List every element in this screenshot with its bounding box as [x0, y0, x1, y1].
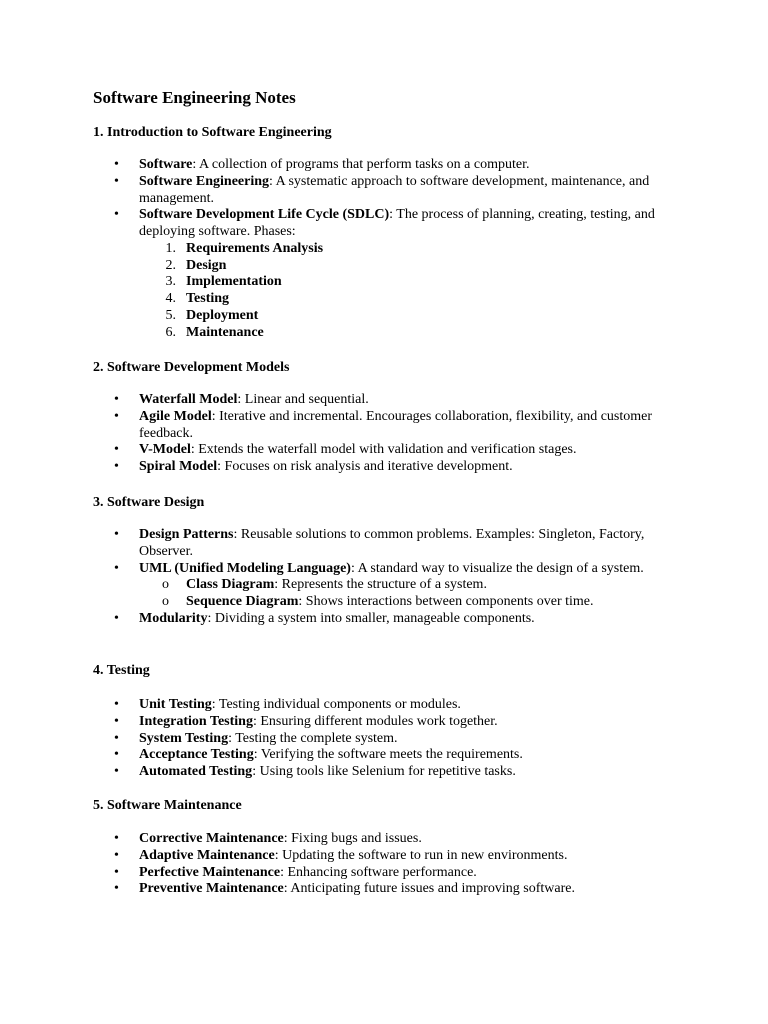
definition: : Using tools like Selenium for repetitive tasks.: [252, 764, 516, 779]
bullet-icon: •: [114, 713, 119, 729]
list-item: [0, 561, 768, 578]
phase-item: [0, 274, 768, 291]
term: Corrective Maintenance: [139, 831, 284, 846]
list-item: [0, 831, 768, 848]
term: Spiral Model: [139, 459, 218, 474]
definition: : Anticipating future issues and improving software.: [283, 881, 575, 897]
definition: : Represents the structure of a system.: [274, 577, 487, 593]
sub-bullet-icon: o: [162, 594, 169, 609]
term: Software Development Life Cycle (SDLC): [139, 207, 390, 223]
definition: : Enhancing software performance.: [280, 864, 477, 880]
definition: : Fixing bugs and issues.: [283, 831, 422, 846]
bullet-icon: •: [114, 207, 119, 223]
term: Class Diagram: [186, 577, 275, 593]
list-item: [0, 442, 768, 459]
phase-item: [0, 291, 768, 308]
list-item: [0, 848, 768, 865]
phase-label: Testing: [186, 291, 230, 306]
term: Modularity: [139, 610, 208, 626]
definition: : Iterative and incremental. Encourages collaboration, flexibility, and customer feedback.: [139, 408, 653, 441]
section-heading-testing: 4. Testing: [93, 663, 150, 678]
term: Waterfall Model: [139, 392, 238, 407]
phase-label: Deployment: [186, 307, 259, 323]
term: Acceptance Testing: [139, 747, 254, 763]
section-heading-introduction: 1. Introduction to Software Engineering: [93, 125, 332, 140]
list-item: [0, 764, 768, 781]
definition: : Verifying the software meets the requirements.: [253, 747, 523, 763]
phase-number: 3.: [165, 274, 176, 290]
sub-bullet-icon: o: [162, 577, 169, 593]
bullet-icon: •: [114, 847, 119, 863]
sub-list-item: [0, 594, 768, 611]
list-item: [0, 459, 768, 476]
list-item: [0, 865, 768, 882]
definition: : Extends the waterfall model with validation and verification stages.: [190, 442, 577, 458]
list-item: [0, 207, 768, 241]
phase-number: 2.: [165, 257, 176, 273]
bullet-icon: •: [114, 864, 119, 880]
section-list-maintenance: [0, 831, 768, 898]
phase-number: 5.: [165, 307, 176, 323]
phase-label: Implementation: [186, 274, 282, 290]
definition: : Dividing a system into smaller, manageable components.: [207, 610, 535, 626]
phase-number: 1.: [165, 240, 176, 256]
definition: : Updating the software to run in new environments.: [274, 847, 568, 863]
list-item: [0, 731, 768, 748]
phase-item: [0, 241, 768, 258]
term: Agile Model: [139, 408, 212, 424]
bullet-icon: •: [114, 442, 119, 458]
bullet-icon: •: [114, 730, 119, 746]
phase-label: Design: [186, 257, 227, 273]
bullet-icon: •: [114, 157, 119, 172]
list-item: [0, 747, 768, 764]
term: Perfective Maintenance: [139, 864, 281, 880]
term: Integration Testing: [139, 713, 253, 729]
term: Unit Testing: [139, 697, 212, 712]
list-item: [0, 527, 768, 561]
list-item: [0, 714, 768, 731]
bullet-icon: •: [114, 560, 119, 576]
list-item: [0, 174, 768, 208]
list-item: [0, 611, 768, 628]
page-title: Software Engineering Notes: [93, 88, 296, 107]
bullet-icon: •: [114, 392, 119, 407]
section-heading-models: 2. Software Development Models: [93, 360, 290, 375]
sub-list-item: [0, 577, 768, 594]
definition: : Testing the complete system.: [228, 730, 398, 746]
term: V-Model: [139, 442, 191, 458]
phase-number: 6.: [165, 324, 176, 340]
definition: : A collection of programs that perform tasks on a computer.: [192, 157, 530, 172]
bullet-icon: •: [114, 831, 119, 846]
section-list-introduction: [0, 157, 768, 341]
bullet-icon: •: [114, 697, 119, 712]
term: Adaptive Maintenance: [139, 847, 275, 863]
definition: : A systematic approach to software development, maintenance, and management.: [139, 173, 650, 206]
section-heading-design: 3. Software Design: [93, 495, 205, 510]
phase-item: [0, 308, 768, 325]
term: Automated Testing: [139, 764, 253, 779]
definition: : A standard way to visualize the design of a system.: [350, 560, 644, 576]
section-heading-maintenance: 5. Software Maintenance: [93, 798, 242, 813]
definition: : Testing individual components or modules.: [211, 697, 461, 712]
term: Preventive Maintenance: [139, 881, 284, 897]
section-list-models: [0, 392, 768, 476]
phase-item: [0, 258, 768, 275]
bullet-icon: •: [114, 764, 119, 779]
term: UML (Unified Modeling Language): [139, 560, 351, 576]
list-item: [0, 157, 768, 174]
definition: : Reusable solutions to common problems. Examples: Singleton, Factory, Observer.: [139, 527, 645, 559]
term: Sequence Diagram: [186, 594, 299, 609]
list-item: [0, 392, 768, 409]
phase-item: [0, 325, 768, 342]
list-item: [0, 409, 768, 443]
bullet-icon: •: [114, 408, 119, 424]
list-item: [0, 697, 768, 714]
term: Software Engineering: [139, 173, 270, 189]
phase-label: Maintenance: [186, 324, 264, 340]
bullet-icon: •: [114, 610, 119, 626]
term: System Testing: [139, 730, 229, 746]
definition: : The process of planning, creating, testing, and deploying software. Phases:: [139, 207, 655, 239]
phase-number: 4.: [165, 291, 176, 306]
definition: : Focuses on risk analysis and iterative development.: [217, 459, 513, 474]
term: Software: [139, 157, 193, 172]
list-item: [0, 881, 768, 898]
section-list-design: [0, 527, 768, 628]
bullet-icon: •: [114, 173, 119, 189]
definition: : Ensuring different modules work together.: [252, 713, 498, 729]
term: Design Patterns: [139, 527, 234, 542]
definition: : Linear and sequential.: [237, 392, 369, 407]
bullet-icon: •: [114, 747, 119, 763]
bullet-icon: •: [114, 881, 119, 897]
bullet-icon: •: [114, 527, 119, 542]
phase-label: Requirements Analysis: [186, 240, 324, 256]
definition: : Shows interactions between components over time.: [298, 594, 594, 609]
bullet-icon: •: [114, 459, 119, 474]
section-list-testing: [0, 697, 768, 781]
